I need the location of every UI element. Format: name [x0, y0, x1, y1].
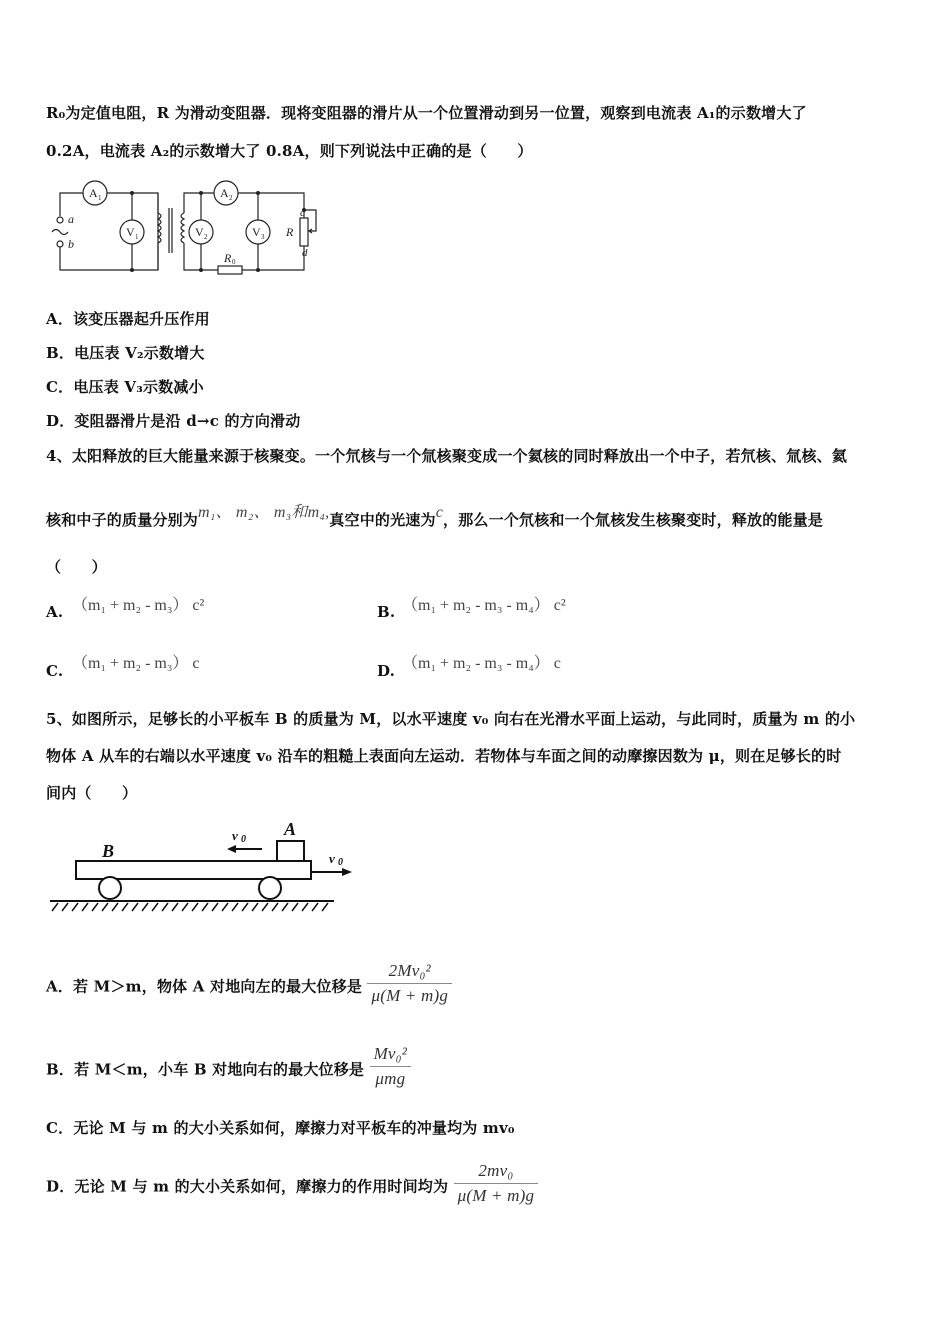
option-text: 若 M＜m，小车 B 对地向右的最大位移是: [74, 1060, 365, 1079]
q3-option-b[interactable]: [46, 342, 205, 363]
q5-option-c[interactable]: [46, 1117, 515, 1138]
svg-text:c: c: [300, 207, 305, 219]
fraction-numerator: 2Mv₀²: [367, 961, 452, 984]
svg-text:V: V: [126, 225, 135, 239]
q3-option-d[interactable]: [46, 410, 300, 431]
q5-stem-line1: 5、如图所示，足够长的小平板车 B 的质量为 M，以水平速度 v₀ 向右在光滑水平面上运动，与此同时，质量为 m 的小: [46, 710, 856, 728]
q5-stem-line3: 间内（ ）: [46, 784, 138, 802]
option-label: C.: [46, 662, 64, 680]
svg-text:v: v: [329, 851, 335, 866]
svg-text:0: 0: [338, 857, 343, 868]
svg-text:V: V: [252, 225, 261, 239]
svg-text:R: R: [286, 225, 294, 239]
q3-stem-line1: R₀为定值电阻，R 为滑动变阻器．现将变阻器的滑片从一个位置滑动到另一位置，观察到电流表 A₁的示数增大了: [46, 104, 807, 122]
svg-text:A: A: [284, 819, 297, 839]
fraction-denominator: μmg: [375, 1069, 406, 1088]
q5-option-b[interactable]: [46, 1044, 411, 1093]
option-label: C．: [46, 1119, 74, 1137]
q4-option-d[interactable]: [377, 662, 395, 680]
svg-text:0: 0: [232, 258, 236, 266]
svg-text:V: V: [195, 225, 204, 239]
q5-option-d-fraction: [454, 1161, 539, 1206]
svg-text:a: a: [68, 212, 74, 226]
q4-option-d-expr: （m₁ + m₂ - m₃ - m₄） c: [402, 655, 561, 672]
q4-option-c[interactable]: [46, 662, 63, 680]
fraction-denominator: μ(M + m)g: [457, 1186, 535, 1205]
option-label: D.: [377, 662, 396, 680]
q4-stem-line1: 4、太阳释放的巨大能量来源于核聚变。一个氘核与一个氚核聚变成一个氦核的同时释放出一个中子，若氘核、氚核、氦: [46, 447, 848, 465]
q4-stem-text-b: 真空中的光速为: [329, 511, 436, 529]
q3-stem-line2: 0.2A，电流表 A₂的示数增大了 0.8A，则下列说法中正确的是（ ）: [46, 142, 533, 160]
q4-masses: m₁、 m₂、 m₃和m₄,: [198, 504, 330, 521]
q3-option-c[interactable]: [46, 376, 204, 397]
option-label: A．: [46, 310, 74, 328]
svg-text:d: d: [302, 247, 308, 259]
svg-text:B: B: [102, 841, 115, 861]
q4-option-c-expr: （m₁ + m₂ - m₃） c: [72, 655, 200, 672]
option-label: D．: [46, 1177, 75, 1196]
q5-stem-line2: 物体 A 从车的右端以水平速度 v₀ 沿车的粗糙上表面向左运动．若物体与车面之间的动摩擦因数为 μ，则在足够长的时: [46, 747, 842, 765]
svg-text:R: R: [224, 251, 232, 265]
option-text: 无论 M 与 m 的大小关系如何，摩擦力对平板车的冲量均为 mv₀: [73, 1119, 515, 1137]
fraction-numerator: Mv₀²: [370, 1044, 412, 1067]
q5-option-a[interactable]: [46, 961, 452, 1010]
q5-cart-diagram: [46, 815, 366, 915]
q4-answer-blank: （ ）: [46, 558, 107, 576]
q3-option-a[interactable]: [46, 308, 210, 329]
q4-option-b[interactable]: [377, 603, 395, 621]
option-label: B．: [46, 344, 75, 362]
q5-option-b-fraction: [370, 1044, 412, 1089]
option-label: A．: [46, 977, 74, 996]
option-label: A.: [46, 603, 64, 621]
q4-option-a-expr: （m₁ + m₂ - m₃） c²: [72, 597, 205, 614]
q5-option-d[interactable]: [46, 1161, 538, 1210]
option-text: 电压表 V₃示数减小: [73, 378, 204, 396]
svg-text:v: v: [232, 828, 238, 843]
q5-option-a-fraction: [367, 961, 452, 1006]
svg-text:A: A: [220, 186, 229, 200]
q3-circuit-diagram: [46, 178, 331, 278]
option-label: B．: [46, 1060, 75, 1079]
q4-option-a[interactable]: [46, 603, 63, 621]
fraction-numerator: 2mv₀: [454, 1161, 539, 1184]
q4-stem-line2: [46, 504, 824, 530]
svg-text:0: 0: [241, 834, 246, 845]
option-text: 无论 M 与 m 的大小关系如何，摩擦力的作用时间均为: [74, 1177, 449, 1196]
svg-text:b: b: [68, 237, 74, 251]
option-label: D．: [46, 412, 75, 430]
option-label: C．: [46, 378, 74, 396]
q4-stem-text-a: 核和中子的质量分别为: [46, 511, 199, 529]
svg-text:3: 3: [261, 233, 265, 241]
option-text: 若 M＞m，物体 A 对地向左的最大位移是: [73, 977, 363, 996]
option-text: 电压表 V₂示数增大: [74, 344, 205, 362]
option-text: 该变压器起升压作用: [73, 310, 210, 328]
q4-stem-text-c: ，那么一个氘核和一个氚核发生核聚变时，释放的能量是: [443, 511, 824, 529]
svg-text:A: A: [89, 186, 98, 200]
svg-text:1: 1: [135, 233, 139, 241]
fraction-denominator: μ(M + m)g: [371, 986, 449, 1005]
option-text: 变阻器滑片是沿 d→c 的方向滑动: [74, 412, 301, 430]
svg-text:2: 2: [229, 194, 233, 202]
svg-text:2: 2: [204, 233, 208, 241]
q4-option-b-expr: （m₁ + m₂ - m₃ - m₄） c²: [402, 597, 566, 614]
option-label: B.: [377, 603, 396, 621]
svg-text:1: 1: [98, 194, 102, 202]
q4-light-speed: c: [435, 504, 444, 521]
